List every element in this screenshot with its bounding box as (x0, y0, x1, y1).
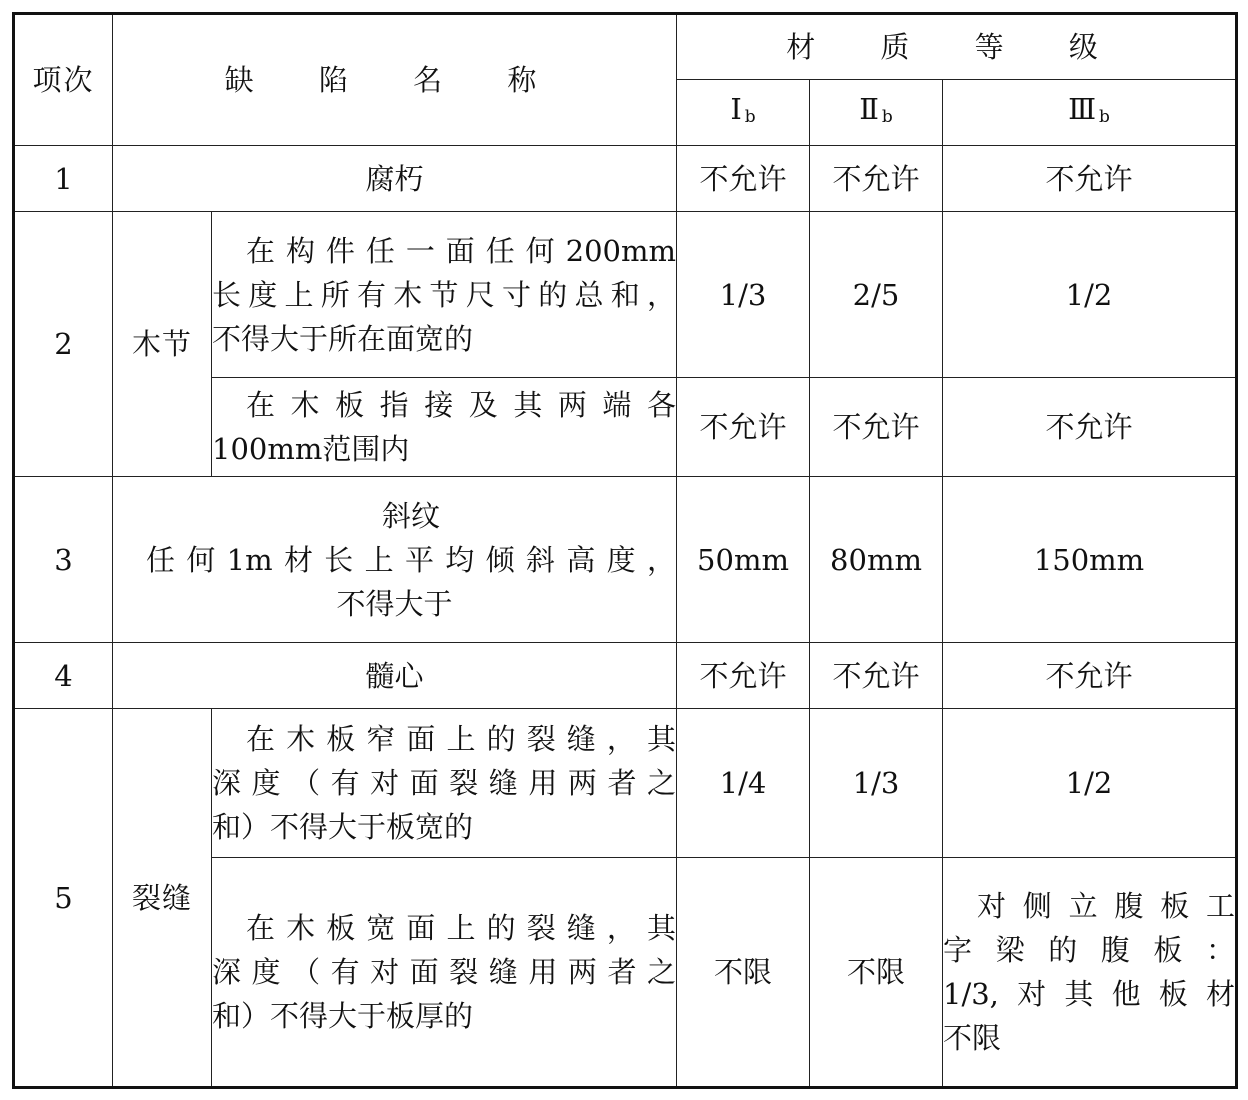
grade-3-note: 对侧立腹板工 字梁的腹板： 1/3,对其他板材 不限 (943, 858, 1237, 1088)
grade-2-value: 不限 (810, 858, 943, 1088)
grade-3-value: 1/2 (943, 212, 1237, 378)
defect-name: 髓心 (113, 643, 677, 709)
grade-3-value: 不允许 (943, 643, 1237, 709)
defect-description: 在木板窄面上的裂缝，其 深度（有对面裂缝用两者之 和）不得大于板宽的 (212, 709, 677, 858)
header-item-no: 项次 (14, 14, 113, 146)
grade-1-value: 不允许 (677, 146, 810, 212)
grade-1-value: 不允许 (677, 378, 810, 477)
grade-3-value: 不允许 (943, 146, 1237, 212)
grade-2-value: 不允许 (810, 146, 943, 212)
defect-name: 腐朽 (113, 146, 677, 212)
header-grade-1: Ⅰ $_b$ (677, 80, 810, 146)
grade-2-value: 1/3 (810, 709, 943, 858)
grade-3-value: 不允许 (943, 378, 1237, 477)
defect-grade-table (12, 12, 1238, 1089)
defect-name: 木节 (113, 212, 212, 477)
grade-2-value: 80mm (810, 477, 943, 643)
defect-name: 裂缝 (113, 709, 212, 1088)
grade-3-value: 1/2 (943, 709, 1237, 858)
header-defect-name: 缺 陷 名 称 (113, 14, 677, 146)
grade-3-value: 150mm (943, 477, 1237, 643)
table-row (14, 212, 1237, 378)
row-no: 5 (14, 709, 113, 1088)
header-grade-2: Ⅱ $_b$ (810, 80, 943, 146)
table-row (14, 709, 1237, 858)
grade-1-value: 50mm (677, 477, 810, 643)
row-no: 1 (14, 146, 113, 212)
table-row (14, 643, 1237, 709)
row-no: 2 (14, 212, 113, 477)
grade-1-value: 1/4 (677, 709, 810, 858)
defect-description: 斜纹 任何1m材长上平均倾斜高度， 不得大于 (113, 477, 677, 643)
header-grade-group: 材 质 等 级 (677, 14, 1237, 80)
grade-1-value: 不允许 (677, 643, 810, 709)
table-row (14, 146, 1237, 212)
table-row (14, 477, 1237, 643)
row-no: 3 (14, 477, 113, 643)
grade-2-value: 不允许 (810, 643, 943, 709)
grade-1-value: 1/3 (677, 212, 810, 378)
defect-description: 在构件任一面任何200mm 长度上所有木节尺寸的总和， 不得大于所在面宽的 (212, 212, 677, 378)
header-grade-3: Ⅲ $_b$ (943, 80, 1237, 146)
grade-2-value: 不允许 (810, 378, 943, 477)
grade-2-value: 2/5 (810, 212, 943, 378)
defect-description: 在木板宽面上的裂缝，其 深度（有对面裂缝用两者之 和）不得大于板厚的 (212, 858, 677, 1088)
row-no: 4 (14, 643, 113, 709)
defect-description: 在木板指接及其两端各 100mm范围内 (212, 378, 677, 477)
grade-1-value: 不限 (677, 858, 810, 1088)
